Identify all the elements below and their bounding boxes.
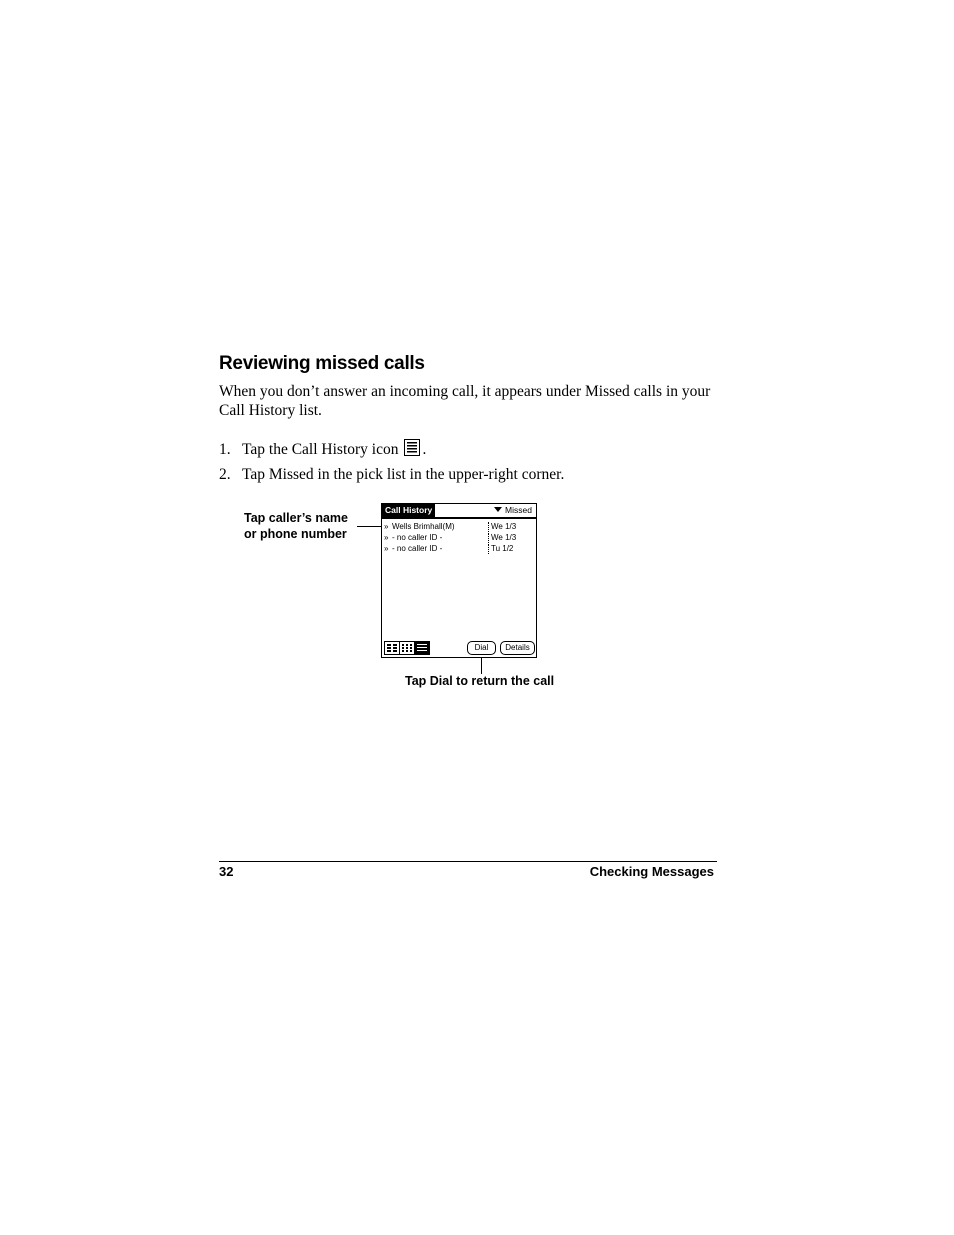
title-underline [382, 517, 536, 519]
step-suffix: . [422, 441, 427, 458]
call-history-screen [381, 503, 537, 658]
details-button[interactable]: Details [500, 641, 535, 655]
chevron-right-icon: » [384, 533, 389, 542]
picker-value: Missed [505, 505, 532, 515]
caller-name[interactable]: Wells Brimhall(M) [392, 522, 455, 531]
call-date: We 1/3 [488, 533, 516, 543]
call-row[interactable] [384, 522, 534, 532]
screen-title: Call History [382, 504, 435, 517]
section-heading: Reviewing missed calls [219, 353, 425, 374]
list-view-icon[interactable] [415, 642, 429, 654]
chevron-right-icon: » [384, 544, 389, 553]
small-grid-view-icon[interactable] [400, 642, 415, 654]
missed-picker[interactable] [494, 504, 532, 517]
dial-button[interactable]: Dial [467, 641, 496, 655]
view-selector[interactable] [384, 641, 430, 655]
step-2 [219, 466, 564, 484]
step-number: 2. [219, 466, 231, 483]
callout-line-2: or phone number [244, 527, 347, 541]
triangle-down-icon [494, 507, 502, 512]
call-date: Tu 1/2 [488, 544, 513, 554]
step-text: Tap the Call History icon [242, 441, 399, 458]
caller-name[interactable]: - no caller ID - [392, 533, 443, 542]
step-1 [219, 439, 426, 459]
list-icon [404, 439, 420, 456]
call-row[interactable] [384, 533, 534, 543]
callout-line-1: Tap caller’s name [244, 511, 348, 525]
grid-view-icon[interactable] [385, 642, 400, 654]
footer-rule [219, 861, 717, 862]
call-row[interactable] [384, 544, 534, 554]
footer-section-title: Checking Messages [589, 864, 714, 879]
chevron-right-icon: » [384, 522, 389, 531]
callout-dial: Tap Dial to return the call [405, 674, 555, 688]
caller-name[interactable]: - no caller ID - [392, 544, 443, 553]
page-number: 32 [219, 864, 234, 879]
step-number: 1. [219, 441, 231, 458]
callout-caller-name [244, 510, 348, 542]
step-text: Tap Missed in the pick list in the upper-right corner. [242, 466, 565, 483]
intro-paragraph: When you don’t answer an incoming call, it appears under Missed calls in your Call History list. [219, 383, 711, 419]
call-date: We 1/3 [488, 522, 516, 532]
